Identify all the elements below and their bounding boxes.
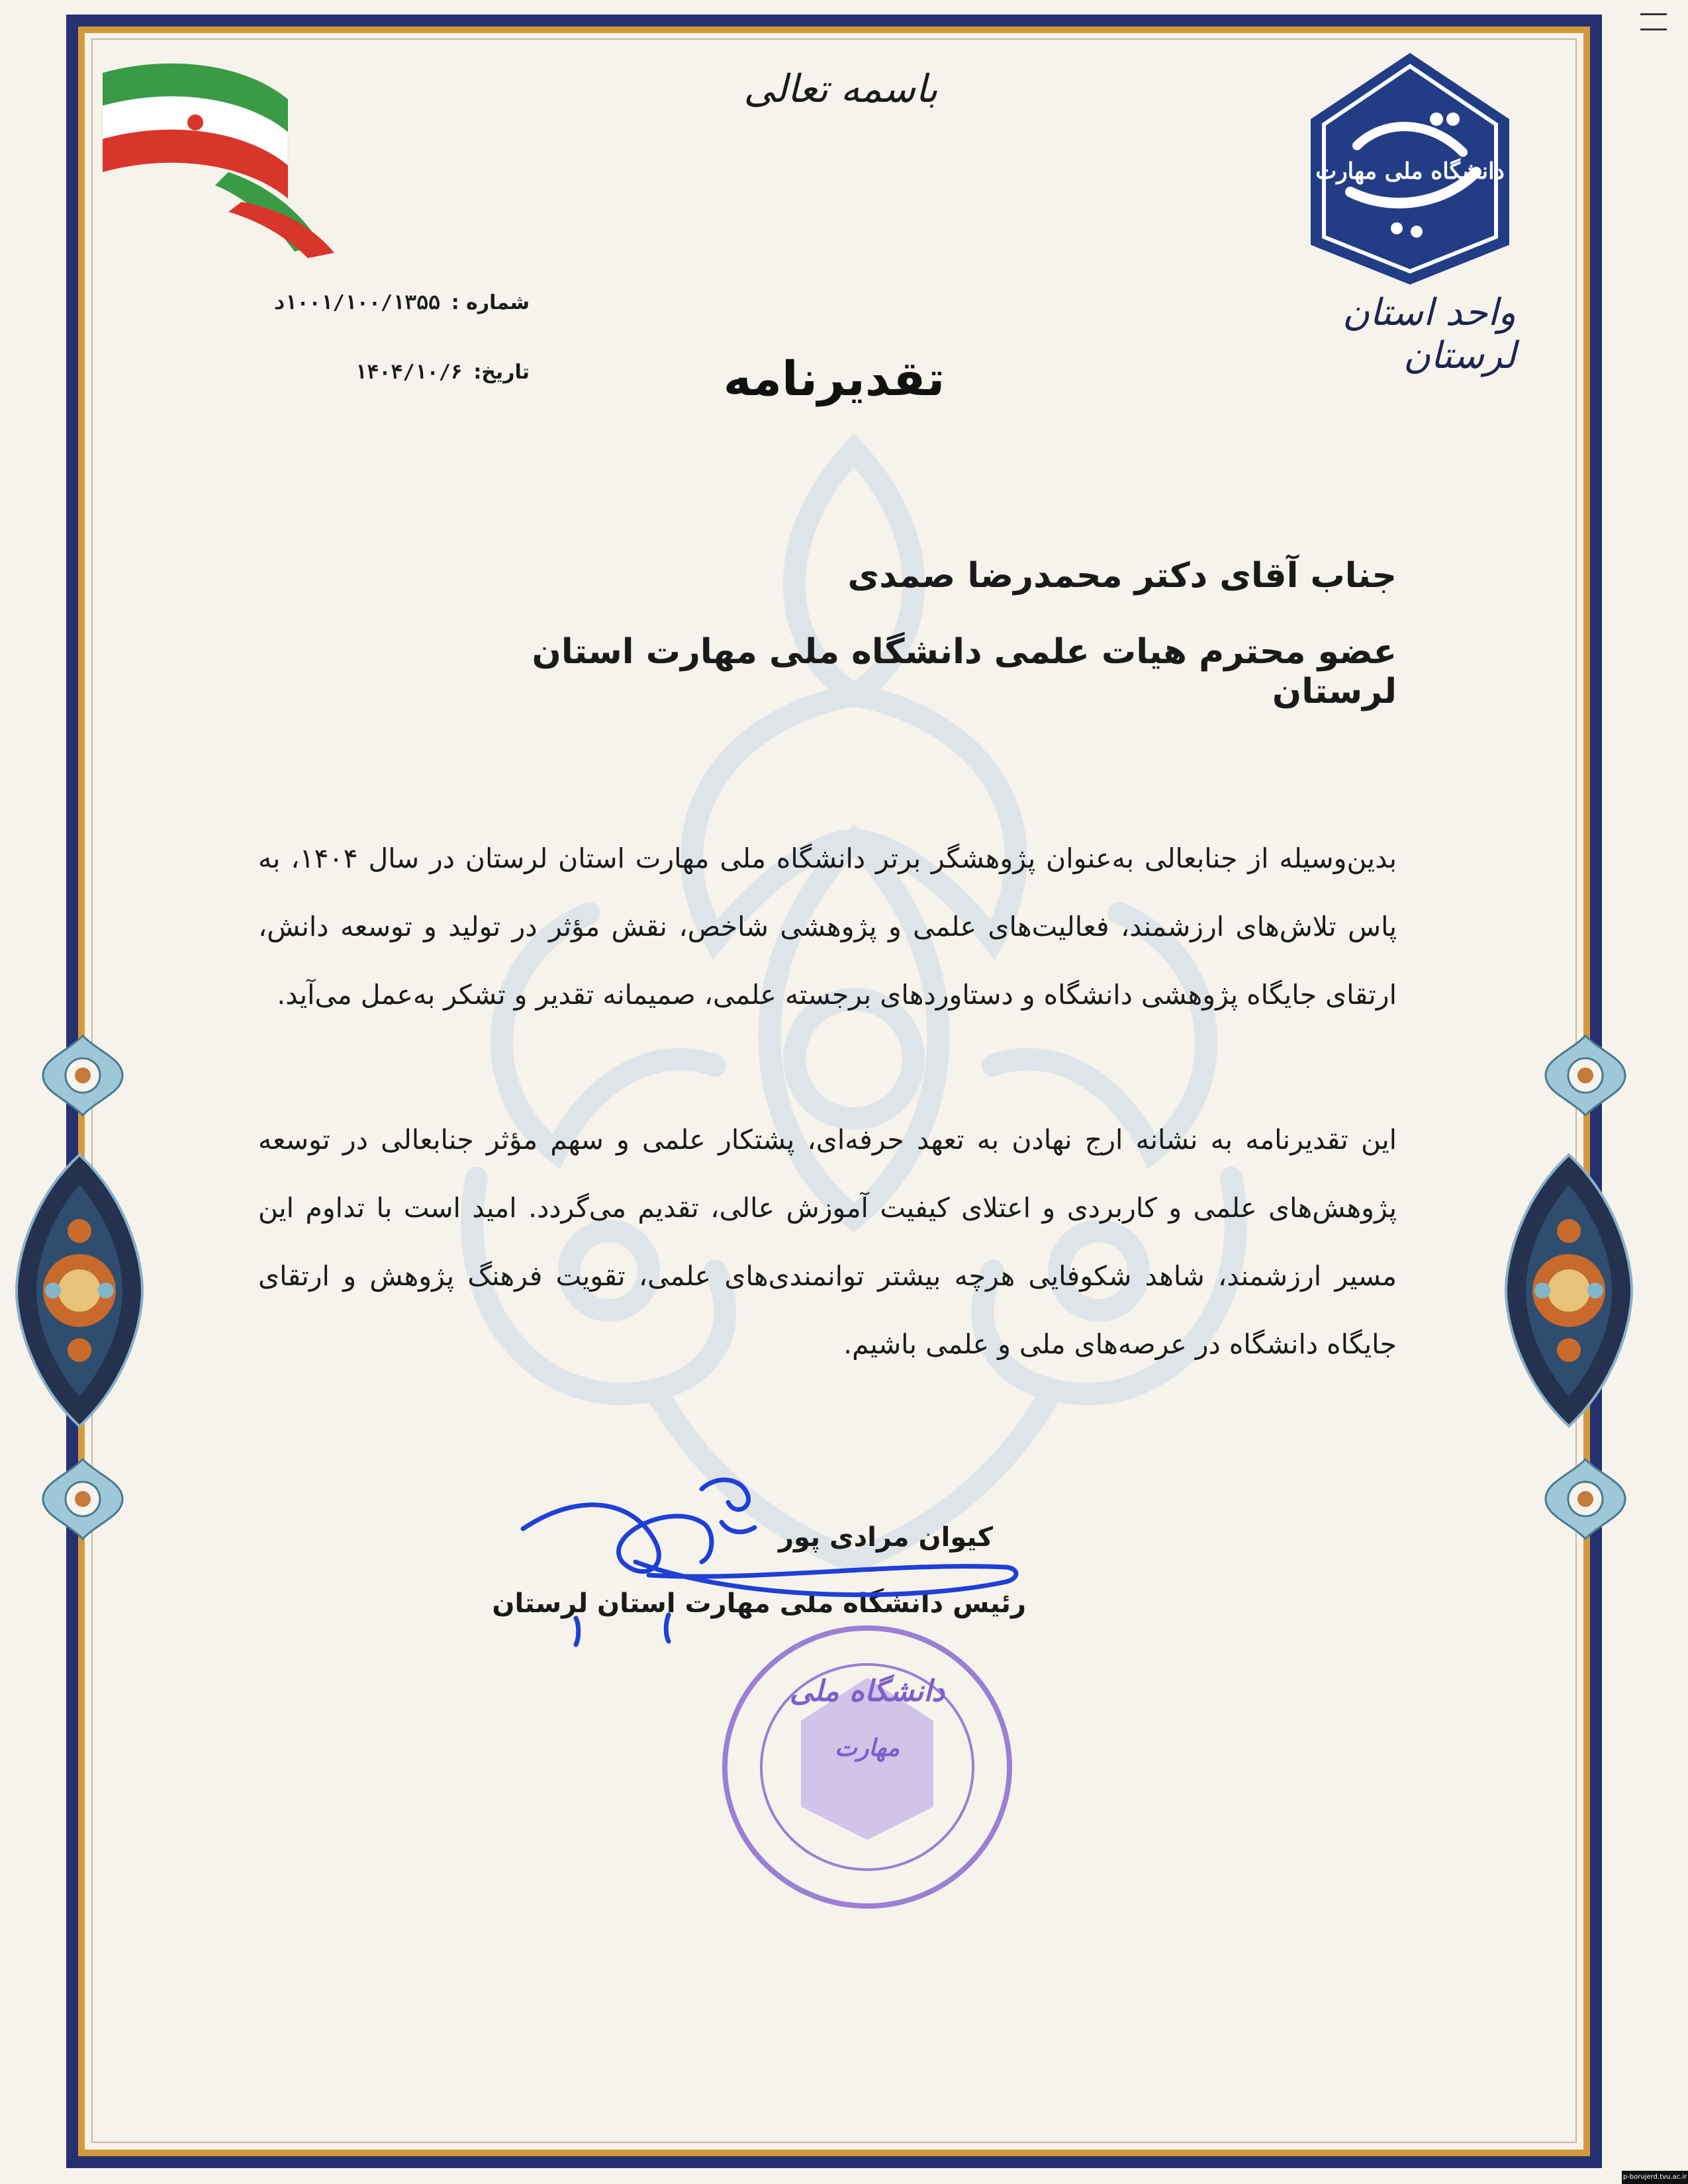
bismillah-heading: باسمه تعالی <box>743 66 938 111</box>
signatory-role: رئیس دانشگاه ملی مهارت استان لرستان <box>492 1588 1026 1619</box>
ornament-small-left-top <box>40 1032 126 1118</box>
corner-scan-mark <box>1640 13 1667 30</box>
unit-caption: واحد استان لرستان <box>1342 291 1516 377</box>
signatory-name: کیوان مرادی پور <box>778 1522 993 1553</box>
iran-flag-ribbon <box>96 46 348 258</box>
letter-number-label: شماره : <box>451 291 530 314</box>
letter-date-value: ۱۴۰۴/۱۰/۶ <box>355 361 463 384</box>
footer-source-tag: p-borujerd.tvu.ac.ir <box>1622 2171 1688 2184</box>
ornament-small-right-bottom <box>1542 1456 1628 1542</box>
stamp-main-text: دانشگاه ملی <box>789 1674 945 1708</box>
border-bottom-gold <box>78 2150 1590 2156</box>
border-bottom-navy <box>66 2156 1602 2168</box>
addressee-name: جناب آقای دکتر محمدرضا صمدی <box>847 556 1397 596</box>
letter-number <box>273 291 530 314</box>
letter-number-value: ۱۰۰۱/۱۰۰/۱۳۵۵د <box>273 291 441 314</box>
border-top-gold <box>78 26 1590 33</box>
document-title: تقدیرنامه <box>723 351 945 406</box>
official-stamp <box>715 1615 1019 1919</box>
logo-text: دانشگاه ملی مهارت <box>1315 158 1505 185</box>
letter-date <box>278 361 530 384</box>
body-paragraph-2: این تقدیرنامه به نشانه ارج نهادن به تعهد حرفه‌ای، پشتکار علمی و سهم مؤثر جنابعالی در توسعه پژوهش‌های علمی و کاربردی و اعتلای کیفیت آموزش عالی، تقدیم می‌گردد. امید است با تداوم این مسیر ارزشمند، شاهد شکوفایی هرچه بیشتر توانمندی‌های علمی، تقویت فرهنگ پژوهش و ارتقای جایگاه دانشگاه در عرصه‌های ملی و علمی باشیم. <box>258 1124 1397 1360</box>
addressee-role: عضو محترم هیات علمی دانشگاه ملی مهارت استان لرستان <box>532 632 1397 711</box>
stamp-sub-text: مهارت <box>834 1734 900 1762</box>
handwritten-signature <box>503 1449 1033 1648</box>
body-paragraph-1: بدین‌وسیله از جنابعالی به‌عنوان پژوهشگر برتر دانشگاه ملی مهارت استان لرستان در سال ۱۴۰۴، به پاس تلاش‌های ارزشمند، فعالیت‌های علمی و پژوهشی شاخص، نقش مؤثر در تولید و توسعه دانش، ارتقای جایگاه پژوهشی دانشگاه و دستاوردهای برجسته علمی، صمیمانه تقدیر و تشکر به‌عمل می‌آید. <box>258 842 1397 1011</box>
ornament-small-right-top <box>1542 1032 1628 1118</box>
border-top-navy <box>66 15 1602 26</box>
letter-date-label: تاریخ: <box>473 361 530 384</box>
university-logo <box>1297 46 1523 291</box>
ornament-large-right <box>1503 1152 1635 1430</box>
ornament-large-left <box>13 1152 146 1430</box>
ornament-small-left-bottom <box>40 1456 126 1542</box>
